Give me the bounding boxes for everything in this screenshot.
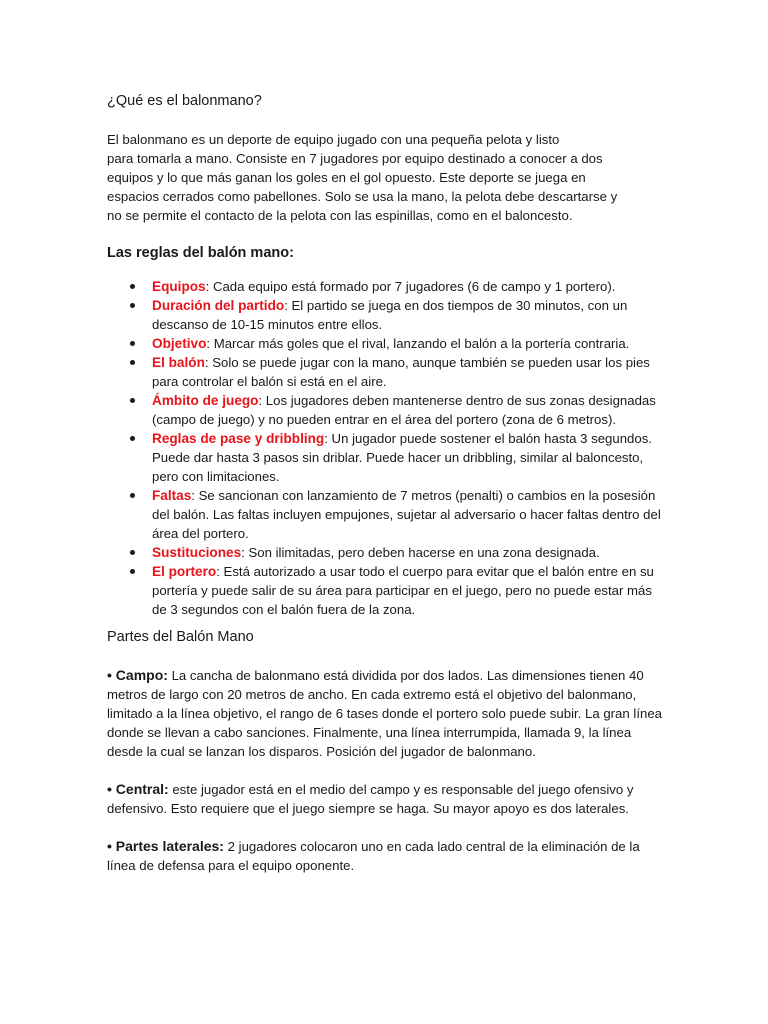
rule-term: Equipos xyxy=(152,279,206,294)
list-item xyxy=(107,429,667,486)
list-item xyxy=(107,277,667,296)
intro-line: El balonmano es un deporte de equipo jugado con una pequeña pelota y listo xyxy=(107,132,560,147)
rule-text: : Los jugadores deben mantenerse dentro de sus zonas designadas (campo de juego) y no pueden entrar en el área del portero (zona de 6 metros). xyxy=(152,393,656,427)
spacer xyxy=(107,225,667,244)
part-central xyxy=(107,780,667,818)
part-campo xyxy=(107,666,667,761)
rules-title: Las reglas del balón mano: xyxy=(107,245,294,261)
rule-text: : Está autorizado a usar todo el cuerpo para evitar que el balón entre en su portería y puede salir de su área para participar en el juego, pero no puede estar más de 3 segundos con el balón fuera de la zona. xyxy=(152,564,654,617)
list-item xyxy=(107,334,667,353)
spacer xyxy=(107,619,667,628)
intro-title: ¿Qué es el balonmano? xyxy=(107,93,262,109)
rule-text: : Se sancionan con lanzamiento de 7 metros (penalti) o cambios en la posesión del balón. Las faltas incluyen empujones, sujetar al adversario o hacer faltas dentro del área del portero. xyxy=(152,488,661,541)
rule-term: Objetivo xyxy=(152,336,207,351)
intro-line: espacios cerrados como pabellones. Solo se usa la mano, la pelota debe descartarse y xyxy=(107,189,618,204)
part-text: 2 jugadores colocaron uno en cada lado central de la eliminación de la línea de defensa para el equipo oponente. xyxy=(107,839,640,873)
rule-term: Reglas de pase y dribbling xyxy=(152,431,325,446)
rules-list xyxy=(107,277,667,619)
rule-term: Sustituciones xyxy=(152,545,242,560)
spacer xyxy=(107,818,667,837)
rule-text: : Un jugador puede sostener el balón hasta 3 segundos. Puede dar hasta 3 pasos sin driblar. Puede hacer un dribbling, similar al baloncesto, pero con limitaciones. xyxy=(152,431,652,484)
list-item xyxy=(107,562,667,619)
spacer xyxy=(107,111,667,130)
intro-line: para tomarla a mano. Consiste en 7 jugadores por equipo destinado a conocer a dos xyxy=(107,151,603,166)
part-text: La cancha de balonmano está dividida por dos lados. Las dimensiones tienen 40 metros de largo con 20 metros de ancho. En cada extremo está el objetivo del balonmano, limitado a la línea objetivo, el rango de 6 tases donde el portero solo puede subir. La gran línea donde se llevan a cabo sanciones. Finalmente, una línea interrumpida, llamada 9, la línea desde la cual se lanzan los disparos. Posición del jugador de balonmano. xyxy=(107,668,662,759)
list-item xyxy=(107,296,667,334)
part-laterales xyxy=(107,837,667,875)
list-item xyxy=(107,543,667,562)
list-item xyxy=(107,353,667,391)
part-label: • Campo: xyxy=(107,667,168,683)
intro-paragraph xyxy=(107,130,667,225)
rule-text: : Son ilimitadas, pero deben hacerse en una zona designada. xyxy=(241,545,600,560)
intro-line: no se permite el contacto de la pelota con las espinillas, como en el baloncesto. xyxy=(107,208,573,223)
document-page xyxy=(107,92,667,875)
rule-text: : El partido se juega en dos tiempos de 30 minutos, con un descanso de 10-15 minutos entre ellos. xyxy=(152,298,628,332)
rule-text: : Solo se puede jugar con la mano, aunque también se pueden usar los pies para controlar el balón si está en el aire. xyxy=(152,355,650,389)
spacer xyxy=(107,263,667,277)
part-text: este jugador está en el medio del campo y es responsable del juego ofensivo y defensivo. Esto requiere que el juego siempre se haga. Su mayor apoyo es dos laterales. xyxy=(107,782,634,816)
list-item xyxy=(107,486,667,543)
part-label: • Central: xyxy=(107,781,169,797)
rule-term: El portero xyxy=(152,564,217,579)
spacer xyxy=(107,647,667,666)
rule-term: Ámbito de juego xyxy=(152,393,259,408)
parts-title: Partes del Balón Mano xyxy=(107,629,254,645)
rule-text: : Marcar más goles que el rival, lanzando el balón a la portería contraria. xyxy=(206,336,630,351)
list-item xyxy=(107,391,667,429)
intro-line: equipos y lo que más ganan los goles en el gol opuesto. Este deporte se juega en xyxy=(107,170,586,185)
spacer xyxy=(107,761,667,780)
part-label: • Partes laterales: xyxy=(107,838,224,854)
rule-term: Faltas xyxy=(152,488,192,503)
rule-term: El balón xyxy=(152,355,205,370)
rule-term: Duración del partido xyxy=(152,298,285,313)
rule-text: : Cada equipo está formado por 7 jugadores (6 de campo y 1 portero). xyxy=(205,279,616,294)
